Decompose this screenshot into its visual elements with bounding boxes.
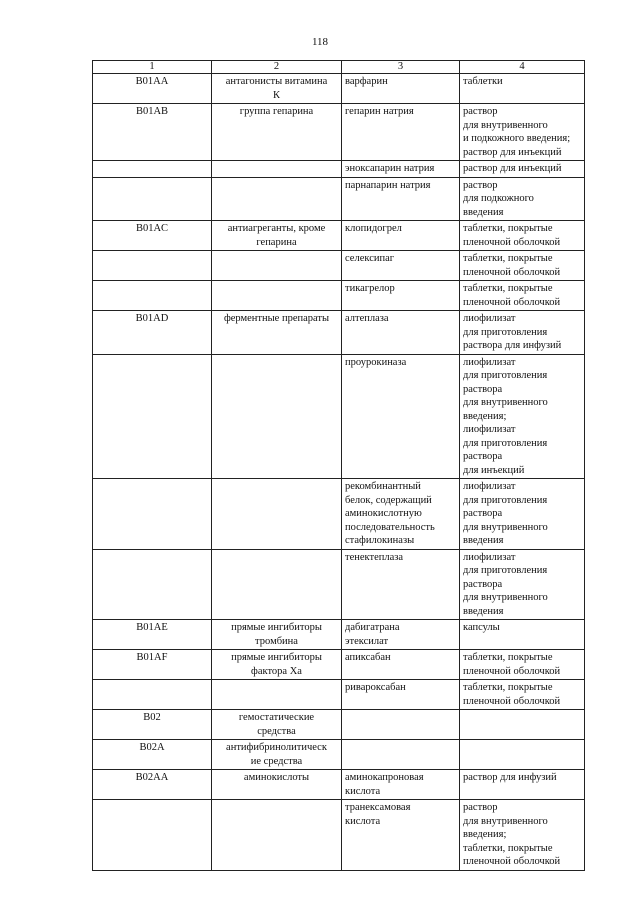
dosage-form-cell-line: введения [463, 535, 504, 546]
drug-name-cell-line: проурокиназа [345, 356, 407, 368]
drug-name-cell-line: тенектеплаза [345, 551, 404, 563]
dosage-form-cell [460, 680, 585, 710]
dosage-form-cell-line: для внутривенного [463, 815, 548, 827]
drug-name-cell [342, 680, 460, 710]
drug-name-cell-line: транексамовая [345, 802, 411, 813]
dosage-form-cell-line: раствор [463, 106, 498, 117]
drug-name-cell-line: кислота [345, 815, 381, 827]
table-row [93, 479, 585, 550]
pharm-group-cell-line: средства [257, 725, 296, 737]
drug-name-cell [342, 800, 460, 871]
drug-name-cell-line: ривароксабан [345, 682, 406, 693]
table-row [93, 177, 585, 221]
dosage-form-cell-line: для внутривенного [463, 592, 548, 603]
header-col-4: 4 [460, 61, 585, 74]
atc-code-cell [93, 680, 212, 710]
drug-name-cell-line: эноксапарин натрия [345, 163, 435, 174]
table-row [93, 161, 585, 178]
dosage-form-cell-line: пленочной оболочкой [463, 236, 561, 248]
dosage-form-cell-line: для приготовления [463, 370, 548, 381]
pharm-group-cell-line: прямые ингибиторы [231, 652, 322, 663]
atc-code-cell: B01AF [93, 650, 212, 680]
pharm-group-cell [212, 770, 342, 800]
dosage-form-cell-line: таблетки, покрытые [463, 682, 553, 693]
dosage-form-cell [460, 710, 585, 740]
pharm-group-cell [212, 650, 342, 680]
atc-code-cell: B02 [93, 710, 212, 740]
dosage-form-cell-line: для внутривенного [463, 119, 548, 131]
dosage-form-cell-line: раствора [463, 451, 503, 462]
atc-code-cell: B01AB [93, 104, 212, 161]
dosage-form-cell-line: для внутривенного [463, 521, 548, 533]
drug-name-cell-line: дабигатрана [345, 622, 400, 633]
header-col-1: 1 [93, 61, 212, 74]
table-row [93, 549, 585, 620]
dosage-form-cell [460, 177, 585, 221]
header-col-3: 3 [342, 61, 460, 74]
atc-code-cell [93, 354, 212, 479]
pharm-group-cell-line: антифибринолитическ [226, 742, 327, 753]
drug-name-cell [342, 104, 460, 161]
dosage-form-cell [460, 354, 585, 479]
dosage-form-cell-line: для внутривенного [463, 397, 548, 408]
dosage-form-cell-line: пленочной оболочкой [463, 665, 561, 677]
drug-name-cell-line: гепарин натрия [345, 106, 414, 117]
atc-code-cell [93, 479, 212, 550]
pharm-group-cell [212, 354, 342, 479]
atc-code-cell [93, 161, 212, 178]
drug-name-cell [342, 650, 460, 680]
pharm-group-cell-line: тромбина [255, 635, 298, 647]
drug-name-cell [342, 710, 460, 740]
dosage-form-cell [460, 311, 585, 355]
dosage-form-cell-line: таблетки, покрытые [463, 223, 553, 234]
table-row [93, 251, 585, 281]
table-row [93, 680, 585, 710]
table-row [93, 281, 585, 311]
dosage-form-cell [460, 161, 585, 178]
atc-code-cell [93, 281, 212, 311]
dosage-form-cell-line: раствора [463, 383, 503, 395]
drug-name-cell [342, 479, 460, 550]
dosage-form-cell-line: раствора [463, 508, 503, 519]
pharm-group-cell [212, 800, 342, 871]
pharm-group-cell [212, 161, 342, 178]
drug-name-cell-line: стафилокиназы [345, 535, 415, 546]
table-row [93, 74, 585, 104]
drug-name-cell-line: этексилат [345, 635, 389, 647]
dosage-form-cell-line: раствор для инъекций [463, 146, 562, 158]
pharm-group-cell [212, 311, 342, 355]
dosage-form-cell-line: введения; [463, 410, 507, 422]
table-row [93, 620, 585, 650]
dosage-form-cell-line: капсулы [463, 622, 500, 633]
drug-name-cell [342, 74, 460, 104]
drug-name-cell [342, 221, 460, 251]
pharm-group-cell [212, 479, 342, 550]
dosage-form-cell-line: пленочной оболочкой [463, 856, 561, 867]
atc-code-cell [93, 251, 212, 281]
dosage-form-cell [460, 251, 585, 281]
dosage-form-cell [460, 281, 585, 311]
page-number: 118 [311, 36, 329, 48]
pharm-group-cell-line: антагонисты витамина [225, 76, 328, 87]
pharm-group-cell [212, 221, 342, 251]
drug-table [92, 60, 585, 871]
drug-name-cell [342, 281, 460, 311]
drug-name-cell-line: апиксабан [345, 652, 391, 663]
drug-name-cell [342, 251, 460, 281]
pharm-group-cell [212, 740, 342, 770]
atc-code-cell: B02AA [93, 770, 212, 800]
drug-name-cell [342, 620, 460, 650]
pharm-group-cell [212, 710, 342, 740]
dosage-form-cell-line: лиофилизат [463, 356, 516, 368]
pharm-group-cell [212, 680, 342, 710]
dosage-form-cell-line: раствора [463, 578, 503, 590]
pharm-group-cell [212, 104, 342, 161]
drug-name-cell [342, 161, 460, 178]
table-row [93, 104, 585, 161]
dosage-form-cell-line: для приготовления [463, 494, 548, 506]
drug-name-cell-line: тикагрелор [345, 283, 395, 294]
atc-code-cell: B01AC [93, 221, 212, 251]
atc-code-cell [93, 549, 212, 620]
dosage-form-cell-line: лиофилизат [463, 551, 516, 563]
dosage-form-cell [460, 650, 585, 680]
atc-code-cell: B01AA [93, 74, 212, 104]
table-header-row [93, 61, 585, 74]
dosage-form-cell-line: лиофилизат [463, 481, 516, 492]
drug-name-cell [342, 311, 460, 355]
atc-code-cell [93, 177, 212, 221]
pharm-group-cell [212, 549, 342, 620]
dosage-form-cell-line: для приготовления [463, 437, 548, 449]
pharm-group-cell [212, 251, 342, 281]
header-col-2: 2 [212, 61, 342, 74]
drug-name-cell-line: алтеплаза [345, 313, 389, 324]
dosage-form-cell-line: введения; [463, 829, 507, 840]
pharm-group-cell-line: ие средства [250, 755, 303, 767]
dosage-form-cell-line: для инъекций [463, 464, 525, 476]
pharm-group-cell-line: группа гепарина [239, 106, 314, 117]
atc-code-cell: B01AD [93, 311, 212, 355]
drug-name-cell-line: клопидогрел [345, 223, 402, 234]
pharm-group-cell-line: аминокислоты [243, 772, 310, 783]
drug-name-cell [342, 740, 460, 770]
dosage-form-cell-line: введения [463, 605, 504, 617]
drug-name-cell-line: кислота [345, 785, 381, 797]
dosage-form-cell-line: раствора для инфузий [463, 340, 562, 351]
pharm-group-cell [212, 281, 342, 311]
dosage-form-cell-line: лиофилизат [463, 313, 516, 324]
dosage-form-cell-line: и подкожного введения; [463, 133, 571, 144]
dosage-form-cell [460, 104, 585, 161]
drug-name-cell-line: варфарин [345, 76, 388, 87]
drug-name-cell [342, 177, 460, 221]
dosage-form-cell-line: пленочной оболочкой [463, 695, 561, 707]
dosage-form-cell-line: таблетки, покрытые [463, 652, 553, 663]
atc-code-cell: B02A [93, 740, 212, 770]
dosage-form-cell [460, 549, 585, 620]
dosage-form-cell-line: раствор [463, 802, 498, 813]
table-row [93, 650, 585, 680]
drug-name-cell-line: рекомбинантный [345, 481, 421, 492]
drug-name-cell [342, 770, 460, 800]
dosage-form-cell-line: таблетки, покрытые [463, 253, 553, 264]
dosage-form-cell-line: раствор для инъекций [463, 163, 562, 174]
dosage-form-cell [460, 740, 585, 770]
table-row [93, 221, 585, 251]
dosage-form-cell [460, 221, 585, 251]
dosage-form-cell-line: таблетки, покрытые [463, 842, 553, 854]
drug-name-cell-line: аминокислотную [345, 508, 422, 519]
drug-name-cell-line: селексипаг [345, 253, 395, 264]
dosage-form-cell-line: для подкожного [463, 193, 534, 204]
pharm-group-cell [212, 177, 342, 221]
dosage-form-cell-line: лиофилизат [463, 424, 516, 435]
drug-name-cell-line: последовательность [345, 521, 435, 533]
dosage-form-cell-line: раствор [463, 179, 498, 191]
dosage-form-cell-line: для приготовления [463, 326, 548, 338]
atc-code-cell: B01AE [93, 620, 212, 650]
pharm-group-cell-line: К [272, 89, 280, 101]
dosage-form-cell-line: пленочной оболочкой [463, 296, 561, 308]
drug-name-cell-line: парнапарин натрия [345, 179, 431, 191]
drug-name-cell [342, 549, 460, 620]
table-row [93, 740, 585, 770]
pharm-group-cell [212, 620, 342, 650]
pharm-group-cell [212, 74, 342, 104]
pharm-group-cell-line: гемостатические [238, 712, 315, 723]
drug-name-cell-line: белок, содержащий [345, 494, 432, 506]
table-row [93, 800, 585, 871]
dosage-form-cell-line: введения [463, 206, 504, 218]
dosage-form-cell [460, 479, 585, 550]
pharm-group-cell-line: ферментные препараты [223, 313, 330, 324]
drug-name-cell [342, 354, 460, 479]
dosage-form-cell [460, 74, 585, 104]
dosage-form-cell-line: таблетки, покрытые [463, 283, 553, 294]
dosage-form-cell [460, 800, 585, 871]
pharm-group-cell-line: фактора Ха [251, 665, 302, 677]
drug-name-cell-line: аминокапроновая [345, 772, 424, 783]
pharm-group-cell-line: прямые ингибиторы [231, 622, 322, 633]
pharm-group-cell-line: гепарина [256, 236, 297, 248]
dosage-form-cell-line: раствор для инфузий [463, 772, 557, 783]
pharm-group-cell-line: антиагреганты, кроме [227, 223, 326, 234]
dosage-form-cell [460, 620, 585, 650]
dosage-form-cell-line: таблетки [463, 76, 503, 87]
table-row [93, 354, 585, 479]
dosage-form-cell-line: для приготовления [463, 565, 548, 576]
table-row [93, 770, 585, 800]
atc-code-cell [93, 800, 212, 871]
table-row [93, 311, 585, 355]
table-row [93, 710, 585, 740]
dosage-form-cell [460, 770, 585, 800]
dosage-form-cell-line: пленочной оболочкой [463, 266, 561, 278]
